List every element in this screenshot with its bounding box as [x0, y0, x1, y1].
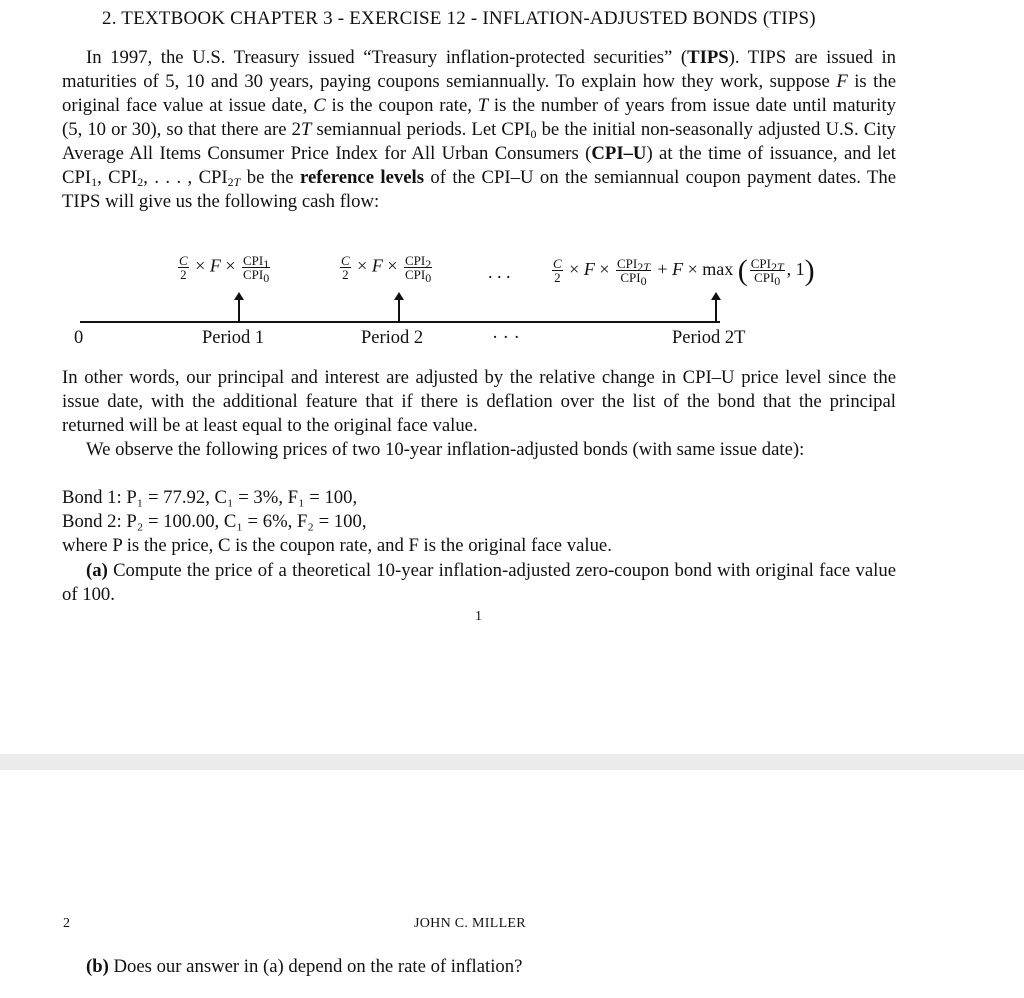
cashflow-period-2t: $\frac{C}{2}$ × F × $\frac{CPI_{2T}}{CPI_0}$ + F × max ( $\frac{CPI_{2T}}{CPI_0}$ , 1) [553, 254, 815, 289]
observe-paragraph: We observe the following prices of two 10-year inflation-adjusted bonds (with same issue date): [86, 439, 805, 460]
running-head: JOHN C. MILLER [414, 916, 526, 931]
exercise-heading: 2. TEXTBOOK CHAPTER 3 - EXERCISE 12 - INFLATION-ADJUSTED BONDS (TIPS) [102, 8, 816, 29]
part-a-question: (a) Compute the price of a theoretical 10-year inflation-adjusted zero-coupon bond with original face value of 100. [62, 560, 896, 605]
arrow-up-icon [715, 298, 717, 322]
part-b-question: (b) Does our answer in (a) depend on the rate of inflation? [86, 956, 523, 977]
arrow-up-icon [398, 298, 400, 322]
timeline-period-2t: Period 2T [672, 328, 746, 348]
timeline-period-2: Period 2 [361, 328, 424, 348]
timeline-axis [80, 321, 720, 323]
page-separator [0, 754, 1024, 770]
bond-1-line: Bond 1: P₁ = 77.92, C₁ = 3%, F₁ = 100, [62, 487, 358, 508]
timeline-ellipsis: · · · [492, 328, 520, 348]
cashflow-period-2: $\frac{C}{2}$ × F × $\frac{CPI_2}{CPI_0}$ [341, 253, 432, 285]
timeline-period-1: Period 1 [202, 328, 265, 348]
intro-paragraph: In 1997, the U.S. Treasury issued “Treasury inflation-protected securities” (TIPS). TIPS are issued in maturities of 5, 10 and 30 years, paying coupons semiannually. To explain how they work, suppose F is the original face value at issue date, C is the coupon rate, T is the number of years from issue date until maturity (5, 10 or 30), so that there are 2T semiannual periods. Let $CPI_0$ be the initial non-seasonally adjusted U.S. City Average All Items Consumer Price Index for All Urban Consumers (CPI–U) at the time of issuance, and let $CPI_1$, $CPI_2$, . . . , $CPI_{2T}$ be the reference levels of the CPI–U on the semiannual coupon payment dates. The TIPS will give us the following cash flow: [62, 47, 896, 212]
page-number-2: 2 [63, 916, 70, 931]
timeline-origin: 0 [74, 328, 84, 348]
arrow-up-icon [238, 298, 240, 322]
cashflow-period-1: $\frac{C}{2}$ × F × $\frac{CPI_1}{CPI_0}$ [179, 253, 270, 285]
where-line: where P is the price, C is the coupon rate, and F is the original face value. [62, 535, 612, 556]
cashflow-ellipsis: . . . [488, 262, 511, 282]
page-number-1: 1 [475, 609, 482, 624]
bond-2-line: Bond 2: P₂ = 100.00, C₁ = 6%, F₂ = 100, [62, 511, 367, 532]
explain-paragraph: In other words, our principal and interest are adjusted by the relative change in CPI–U price level since the issue date, with the additional feature that if there is deflation over the list of the bond that the principal returned will be at least equal to the original face value. [62, 367, 896, 436]
